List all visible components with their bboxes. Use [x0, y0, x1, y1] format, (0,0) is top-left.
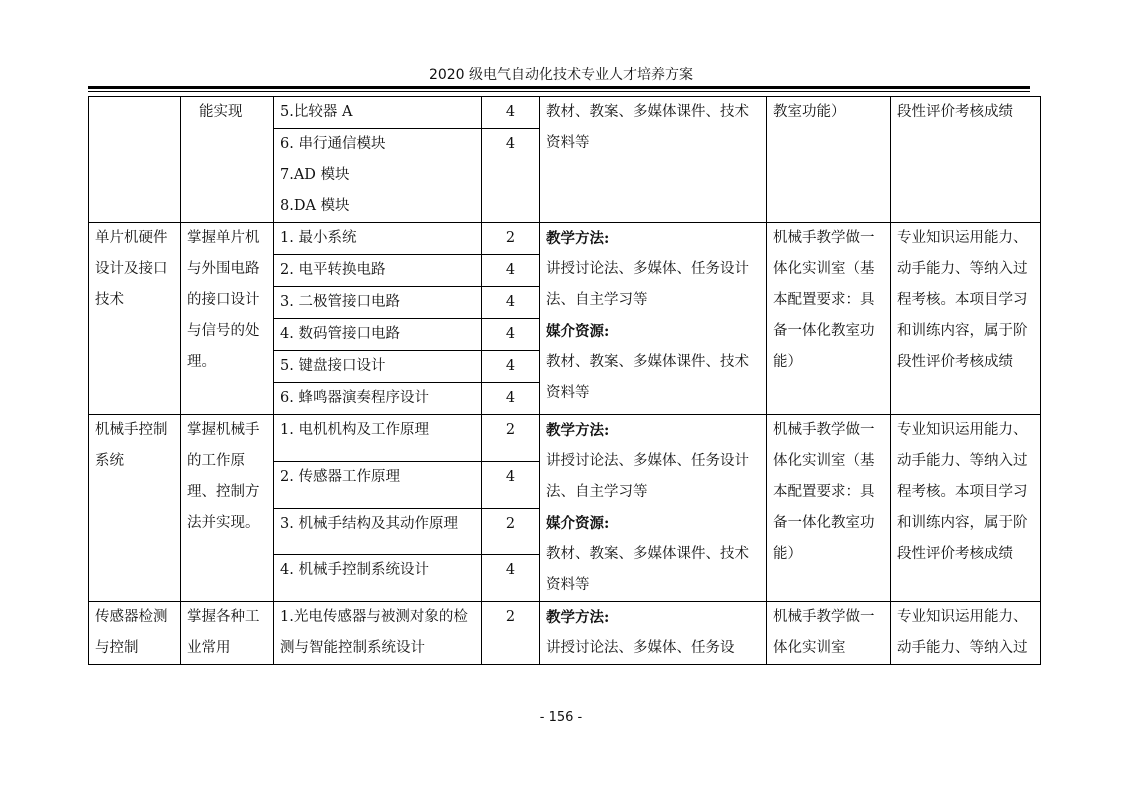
task-line: 8.DA 模块	[280, 198, 350, 214]
task-cell: 5. 键盘接口设计	[274, 351, 482, 383]
hours-cell: 4	[482, 351, 540, 383]
method-text: 讲授讨论法、多媒体、任务设计法、自主学习等	[546, 261, 749, 308]
task-cell: 3. 二极管接口电路	[274, 287, 482, 319]
hours-cell: 4	[482, 97, 540, 129]
table-row	[89, 97, 1041, 129]
method-text: 讲授讨论法、多媒体、任务设	[546, 640, 735, 656]
task-line: 7.AD 模块	[280, 167, 350, 183]
project-cell: 传感器检测与控制	[89, 602, 181, 665]
environment-cell: 机械手教学做一体化实训室（基本配置要求：具备一体化教室功能）	[767, 415, 891, 602]
hours-cell: 4	[482, 555, 540, 602]
hours-cell: 4	[482, 129, 540, 223]
method-cell	[540, 415, 767, 602]
goal-cell: 掌握单片机与外围电路的接口设计与信号的处理。	[181, 223, 274, 415]
environment-cell: 机械手教学做一体化实训室（基本配置要求：具备一体化教室功能）	[767, 223, 891, 415]
page-number: - 156 -	[539, 710, 583, 725]
hours-cell: 4	[482, 319, 540, 351]
method-label: 教学方法:	[546, 422, 610, 439]
document-header-title: 2020 级电气自动化技术专业人才培养方案	[428, 67, 694, 83]
task-line: 6. 串行通信模块	[280, 136, 386, 152]
hours-cell: 4	[482, 287, 540, 319]
evaluation-cell: 专业知识运用能力、动手能力、等纳入过	[891, 602, 1041, 665]
task-cell: 4. 数码管接口电路	[274, 319, 482, 351]
header-rule-thick	[88, 86, 1030, 89]
method-label: 教学方法:	[546, 609, 610, 626]
evaluation-cell: 专业知识运用能力、动手能力、等纳入过程考核。本项目学习和训练内容，属于阶段性评价考核成绩	[891, 223, 1041, 415]
task-cell: 5.比较器 A	[274, 97, 482, 129]
task-cell: 1. 电机机构及工作原理	[274, 415, 482, 462]
header-rule-thin	[88, 91, 1030, 92]
project-cell	[89, 97, 181, 223]
task-cell: 1.光电传感器与被测对象的检测与智能控制系统设计	[274, 602, 482, 665]
task-cell: 2. 传感器工作原理	[274, 461, 482, 508]
method-cell	[540, 223, 767, 415]
course-project-table	[88, 96, 1041, 665]
media-text: 教材、教案、多媒体课件、技术资料等	[546, 546, 749, 593]
method-cell	[540, 602, 767, 665]
environment-cell: 机械手教学做一体化实训室	[767, 602, 891, 665]
task-cell: 4. 机械手控制系统设计	[274, 555, 482, 602]
evaluation-cell: 专业知识运用能力、动手能力、等纳入过程考核。本项目学习和训练内容，属于阶段性评价考核成绩	[891, 415, 1041, 602]
hours-cell: 2	[482, 602, 540, 665]
table-row	[89, 223, 1041, 255]
hours-cell: 4	[482, 383, 540, 415]
task-cell: 6. 蜂鸣器演奏程序设计	[274, 383, 482, 415]
goal-cell: 掌握各种工业常用	[181, 602, 274, 665]
method-text: 讲授讨论法、多媒体、任务设计法、自主学习等	[546, 453, 749, 500]
resources-cell: 教材、教案、多媒体课件、技术资料等	[540, 97, 767, 223]
hours-cell: 4	[482, 461, 540, 508]
task-cell	[274, 129, 482, 223]
environment-cell: 教室功能）	[767, 97, 891, 223]
media-label: 媒介资源:	[546, 323, 610, 340]
media-label: 媒介资源:	[546, 515, 610, 532]
hours-cell: 2	[482, 415, 540, 462]
hours-cell: 2	[482, 223, 540, 255]
table-row	[89, 415, 1041, 462]
task-cell: 2. 电平转换电路	[274, 255, 482, 287]
project-cell: 单片机硬件设计及接口技术	[89, 223, 181, 415]
hours-cell: 4	[482, 255, 540, 287]
task-cell: 3. 机械手结构及其动作原理	[274, 508, 482, 555]
table-row	[89, 602, 1041, 665]
task-cell: 1. 最小系统	[274, 223, 482, 255]
method-label: 教学方法:	[546, 230, 610, 247]
hours-cell: 2	[482, 508, 540, 555]
evaluation-cell: 段性评价考核成绩	[891, 97, 1041, 223]
project-cell: 机械手控制系统	[89, 415, 181, 602]
goal-cell: 掌握机械手的工作原理、控制方法并实现。	[181, 415, 274, 602]
media-text: 教材、教案、多媒体课件、技术资料等	[546, 354, 749, 401]
goal-cell: 能实现	[181, 97, 274, 223]
